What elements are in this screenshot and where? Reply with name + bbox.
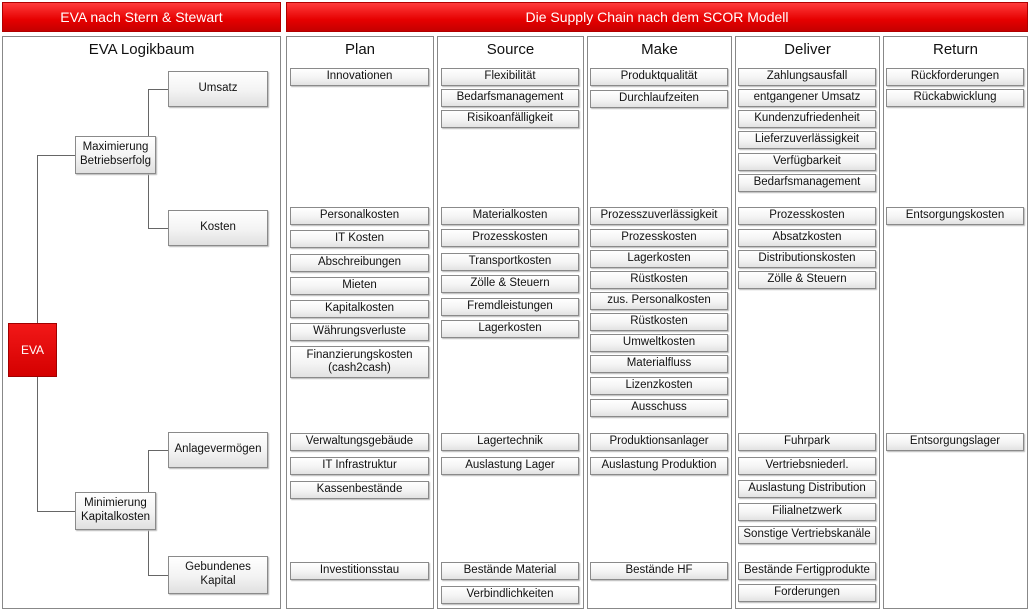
tree-connector (148, 228, 168, 229)
deliver-item: Zahlungsausfall (738, 68, 876, 86)
source-item: Zölle & Steuern (441, 275, 579, 293)
deliver-item: Sonstige Vertriebskanäle (738, 526, 876, 544)
column-title-make: Make (641, 41, 678, 58)
plan-item: Mieten (290, 277, 429, 295)
source-item: Transportkosten (441, 253, 579, 271)
left-header: EVA nach Stern & Stewart (2, 2, 281, 32)
plan-item: Finanzierungskosten (cash2cash) (290, 346, 429, 378)
deliver-item: Vertriebsniederl. (738, 457, 876, 475)
plan-item: IT Infrastruktur (290, 457, 429, 475)
deliver-item: Fuhrpark (738, 433, 876, 451)
deliver-item: Distributionskosten (738, 250, 876, 268)
tree-connector (148, 450, 168, 451)
return-item: Entsorgungslager (886, 433, 1024, 451)
plan-item: Personalkosten (290, 207, 429, 225)
deliver-item: Absatzkosten (738, 229, 876, 247)
return-item: Rückabwicklung (886, 89, 1024, 107)
make-item: Materialfluss (590, 355, 728, 373)
make-item: Ausschuss (590, 399, 728, 417)
source-item: Materialkosten (441, 207, 579, 225)
source-item: Lagertechnik (441, 433, 579, 451)
make-item: Prozesszuverlässigkeit (590, 207, 728, 225)
plan-item: Innovationen (290, 68, 429, 86)
tree-connector (37, 511, 75, 512)
source-item: Prozesskosten (441, 229, 579, 247)
make-item: Rüstkosten (590, 271, 728, 289)
node-anlagevermoegen: Anlagevermögen (168, 432, 268, 468)
node-kosten: Kosten (168, 210, 268, 246)
column-title-source: Source (486, 41, 535, 58)
make-item: Prozesskosten (590, 229, 728, 247)
column-title-plan: Plan (344, 41, 376, 58)
eva-tree-title: EVA Logikbaum (88, 41, 195, 58)
make-item: Produktqualität (590, 68, 728, 86)
make-item: Bestände HF (590, 562, 728, 580)
plan-item: Abschreibungen (290, 254, 429, 272)
plan-item: Verwaltungsgebäude (290, 433, 429, 451)
make-item: Rüstkosten (590, 313, 728, 331)
make-item: Produktionsanlager (590, 433, 728, 451)
plan-item: Kassenbestände (290, 481, 429, 499)
deliver-item: Verfügbarkeit (738, 153, 876, 171)
deliver-item: Bestände Fertigprodukte (738, 562, 876, 580)
source-item: Verbindlichkeiten (441, 586, 579, 604)
source-item: Bestände Material (441, 562, 579, 580)
make-item: Durchlaufzeiten (590, 90, 728, 108)
tree-connector (37, 155, 75, 156)
deliver-item: Bedarfsmanagement (738, 174, 876, 192)
deliver-item: Forderungen (738, 584, 876, 602)
column-return (883, 36, 1028, 609)
deliver-item: entgangener Umsatz (738, 89, 876, 107)
source-item: Fremdleistungen (441, 298, 579, 316)
source-item: Lagerkosten (441, 320, 579, 338)
column-title-deliver: Deliver (784, 41, 831, 58)
plan-item: Währungsverluste (290, 323, 429, 341)
plan-item: Investitionsstau (290, 562, 429, 580)
return-item: Rückforderungen (886, 68, 1024, 86)
plan-item: Kapitalkosten (290, 300, 429, 318)
deliver-item: Kundenzufriedenheit (738, 110, 876, 128)
source-item: Auslastung Lager (441, 457, 579, 475)
eva-root-node: EVA (8, 323, 57, 377)
deliver-item: Auslastung Distribution (738, 480, 876, 498)
node-umsatz: Umsatz (168, 71, 268, 107)
deliver-item: Zölle & Steuern (738, 271, 876, 289)
tree-connector (148, 575, 168, 576)
node-gebundenes-kapital: Gebundenes Kapital (168, 556, 268, 594)
deliver-item: Lieferzuverlässigkeit (738, 131, 876, 149)
source-item: Flexibilität (441, 68, 579, 86)
node-maximierung-betriebserfolg: Maximierung Betriebserfolg (75, 136, 156, 174)
deliver-item: Filialnetzwerk (738, 503, 876, 521)
make-item: Auslastung Produktion (590, 457, 728, 475)
plan-item: IT Kosten (290, 230, 429, 248)
make-item: Lagerkosten (590, 250, 728, 268)
make-item: Lizenzkosten (590, 377, 728, 395)
node-minimierung-kapitalkosten: Minimierung Kapitalkosten (75, 492, 156, 530)
source-item: Bedarfsmanagement (441, 89, 579, 107)
return-item: Entsorgungskosten (886, 207, 1024, 225)
deliver-item: Prozesskosten (738, 207, 876, 225)
source-item: Risikoanfälligkeit (441, 110, 579, 128)
tree-connector (148, 89, 168, 90)
column-title-return: Return (932, 41, 979, 58)
make-item: zus. Personalkosten (590, 292, 728, 310)
right-header: Die Supply Chain nach dem SCOR Modell (286, 2, 1028, 32)
make-item: Umweltkosten (590, 334, 728, 352)
